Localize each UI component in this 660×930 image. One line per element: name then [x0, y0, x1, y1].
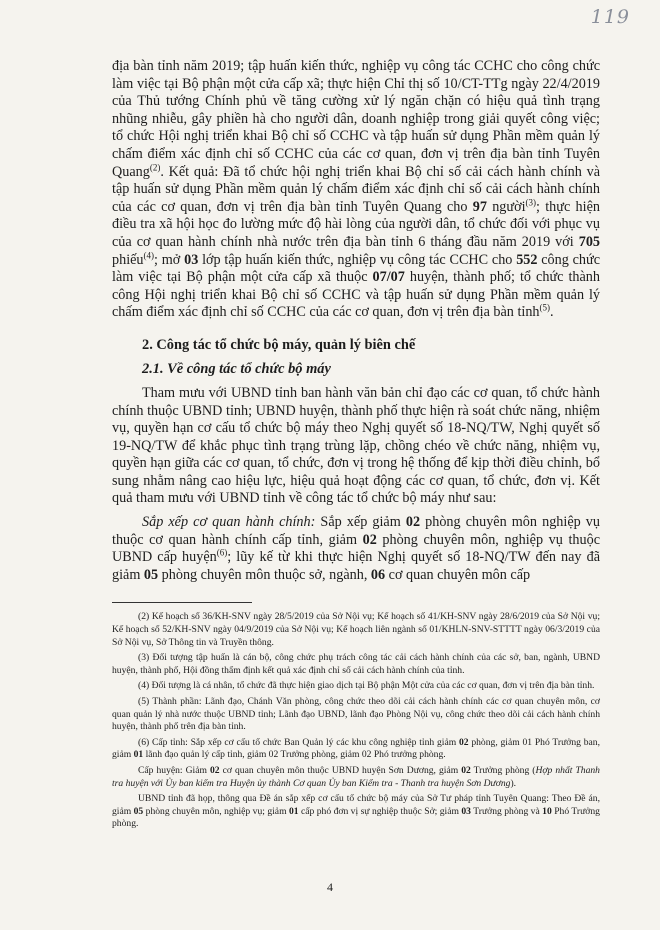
paragraph-training: địa bàn tỉnh năm 2019; tập huấn kiến thức, nghiệp vụ công tác CCHC cho công chức làm việc tại Bộ phận một cửa cấp xã; thực hiện Chỉ thị số 10/CT-TTg ngày 22/4/2019 của Thủ tướng Chính phủ về tăng cường xử lý ngăn chặn có hiệu quả tình trạng nhũng nhiễu, gây phiền hà cho người dân, doanh nghiệp trong giải quyết công việc; tổ chức Hội nghị triển khai Bộ chỉ số CCHC và tập huấn sử dụng Phần mềm quản lý chấm điểm xác định chỉ số CCHC của các cơ quan, đơn vị trên địa bàn tỉnh Tuyên Quang$^{(2)}$. Kết quả: Đã tổ chức hội nghị triển khai Bộ chỉ số cải cách hành chính và tập huấn sử dụng Phần mềm quản lý chấm điểm xác định chỉ số cải cách hành chính của các cơ quan, đơn vị trên địa bàn tỉnh Tuyên Quang cho 97 người$^{(3)}$; thực hiện điều tra xã hội học đo lường mức độ hài lòng của người dân, tổ chức đối với phục vụ của cơ quan hành chính nhà nước trên địa bàn tỉnh 6 tháng đầu năm 2019 với 705 phiếu$^{(4)}$; mở 03 lớp tập huấn kiến thức, nghiệp vụ công tác CCHC cho 552 công chức làm việc tại Bộ phận một cửa cấp xã thuộc 07/07 huyện, thành phố; tổ chức thành công Hội nghị triển khai Bộ chỉ số CCHC và tập huấn sử dụng Phần mềm quản lý chấm điểm xác định chỉ số CCHC của các cơ quan, đơn vị trên địa bàn tỉnh$^{(5)}$. — [112, 58, 600, 321]
document-content — [112, 58, 600, 834]
paragraph-admin-restructure: Sắp xếp cơ quan hành chính: Sắp xếp giảm 02 phòng chuyên môn nghiệp vụ thuộc cơ quan hành chính cấp tỉnh, giảm 02 phòng chuyên môn, nghiệp vụ thuộc UBND cấp huyện$^{(6)}$; lũy kế từ khi thực hiện Nghị quyết số 18-NQ/TW đến nay đã giảm 05 phòng chuyên môn thuộc sở, ngành, 06 cơ quan chuyên môn cấp — [112, 514, 601, 583]
handwritten-page-number: 119 — [590, 6, 630, 28]
footnote-ref-3[interactable]: (3) — [525, 197, 537, 208]
footnote-4: (4) Đối tượng là cá nhân, tổ chức đã thực hiện giao dịch tại Bộ phận Một cửa của các cơ quan, đơn vị trên địa bàn tỉnh. — [138, 680, 595, 692]
footnote-6-district: Cấp huyện: Giảm 02 cơ quan chuyên môn thuộc UBND huyện Sơn Dương, giảm 02 Trưởng phòng (Hợp nhất Thanh tra huyện với Ủy ban kiểm tra Huyện ủy thành Cơ quan Ủy ban Kiểm tra - Thanh tra huyện Sơn Dương). — [112, 764, 600, 789]
footnote-ref-4[interactable]: (4) — [143, 249, 155, 260]
footnote-2: (2) Kế hoạch số 36/KH-SNV ngày 28/5/2019 của Sở Nội vụ; Kế hoạch số 41/KH-SNV ngày 28/6/2019 của Sở Nội vụ; Kế hoạch số 52/KH-SNV ngày 04/9/2019 của Sở Nội vụ; Kế hoạch liên ngành số 01/KHLN-SNV-STTTT ngày 06/3/2019 của Sở Nội vụ, Sở Thông tin và Truyền thông. — [112, 611, 600, 648]
page-number: 4 — [327, 880, 333, 894]
footnote-ref-5[interactable]: (5) — [539, 302, 551, 313]
footnote-5: (5) Thành phần: Lãnh đạo, Chánh Văn phòng, công chức theo dõi cải cách hành chính các cơ quan chuyên môn, cơ quan quản lý nhà nước thuộc UBND tỉnh; Lãnh đạo UBND, lãnh đạo Phòng Nội vụ, công chức theo dõi cải cách hành chính huyện, thành phố trên địa bàn tỉnh. — [112, 696, 600, 733]
footnote-6-justice: UBND tỉnh đã họp, thông qua Đề án sắp xếp cơ cấu tổ chức bộ máy của Sở Tư pháp tỉnh Tuyên Quang: Theo Đề án, giảm 05 phòng chuyên môn, nghiệp vụ; giảm 01 cấp phó đơn vị sự nghiệp thuộc Sở; giảm 03 Trưởng phòng và 10 Phó Trưởng phòng. — [112, 793, 600, 830]
paragraph-org-structure: Tham mưu với UBND tỉnh ban hành văn bản chỉ đạo các cơ quan, tổ chức hành chính thuộc UBND tỉnh; UBND huyện, thành phố thực hiện rà soát chức năng, nhiệm vụ, quyền hạn cơ cấu tổ chức bộ máy theo Nghị quyết số 18-NQ/TW, Nghị quyết số 19-NQ/TW để khắc phục tình trạng trùng lặp, chồng chéo về chức năng, nhiệm vụ, quyền hạn giữa các cơ quan, tổ chức, đơn vị trong hệ thống để kịp thời điều chỉnh, bổ sung nhằm nâng cao hiệu lực, hiệu quả hoạt động các cơ quan, tổ chức, đơn vị. Kết quả tham mưu với UBND tỉnh về công tác tổ chức bộ máy như sau: — [112, 384, 600, 507]
section-heading-2: 2. Công tác tổ chức bộ máy, quản lý biên chế — [142, 336, 416, 353]
section-heading-2-1: 2.1. Về công tác tổ chức bộ máy — [142, 360, 331, 377]
footnote-ref-6[interactable]: (6) — [216, 547, 228, 558]
footnote-divider — [112, 602, 252, 603]
footnote-ref-2[interactable]: (2) — [149, 161, 161, 172]
footnote-3: (3) Đối tượng tập huấn là cán bộ, công chức phụ trách công tác cải cách hành chính của các sở, ban, ngành, UBND huyện, thành phố, Hội đồng thẩm định kết quả xác định chỉ số cải cách hành chính của tỉnh. — [112, 652, 600, 676]
footnote-6: (6) Cấp tỉnh: Sắp xếp cơ cấu tổ chức Ban Quản lý các khu công nghiệp tỉnh giảm 02 phòng, giảm 01 Phó Trưởng ban, giảm 01 lãnh đạo quản lý cấp tỉnh, giảm 02 Trưởng phòng, giảm 02 Phó trưởng phòng. — [112, 736, 601, 761]
